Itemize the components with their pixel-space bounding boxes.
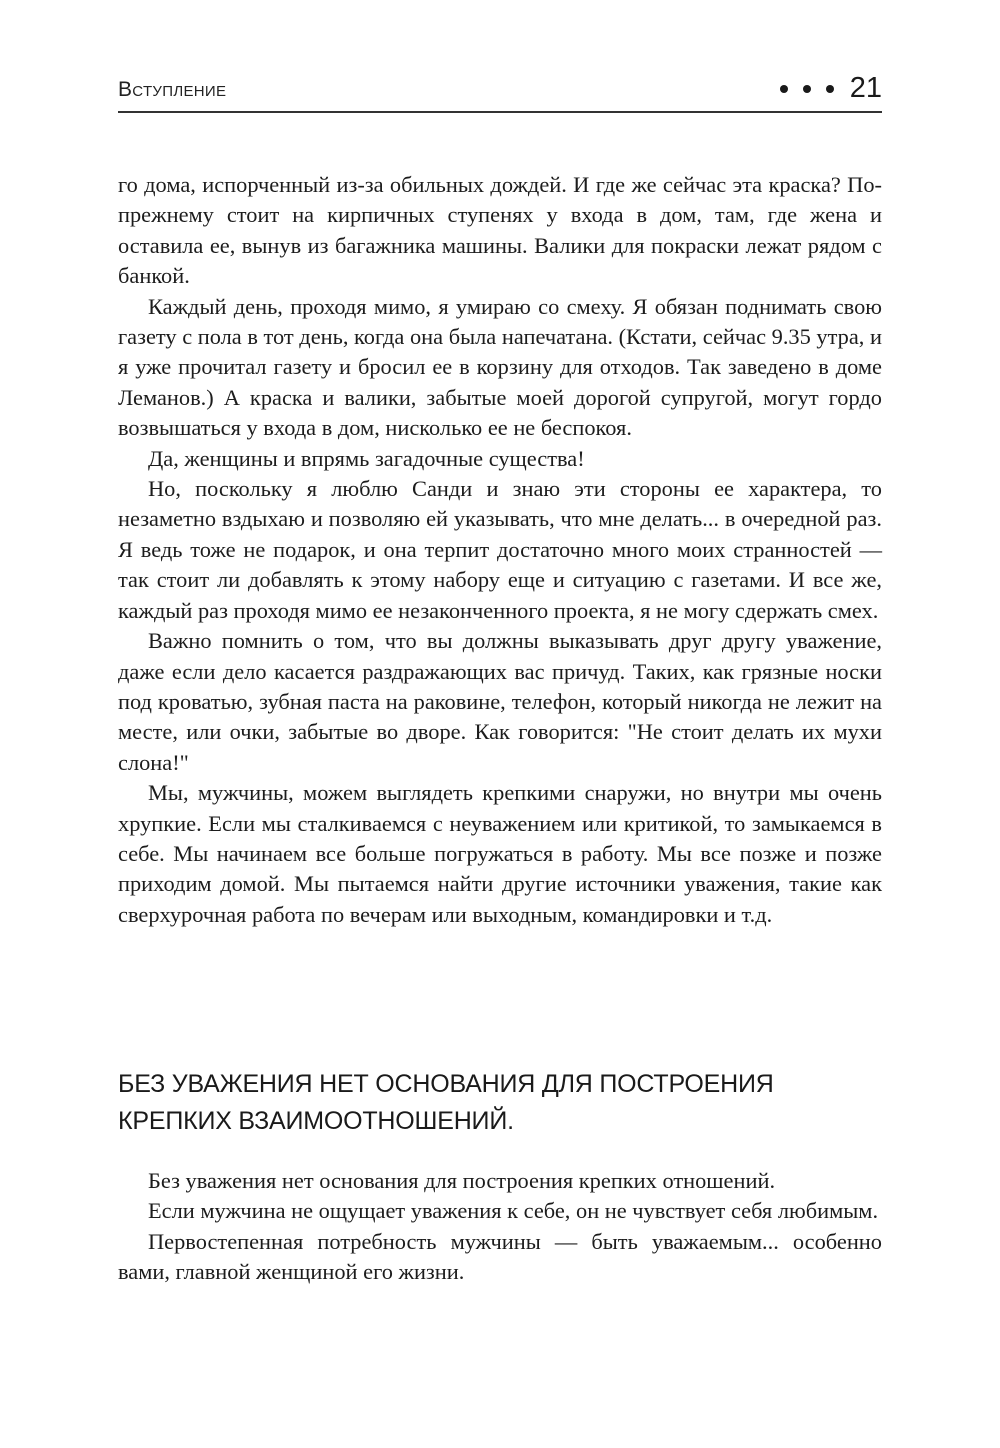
paragraph: Но, поскольку я люблю Санди и знаю эти стороны ее характера, то незаметно вздыхаю и позволяю ей указывать, что мне делать... в очередной раз. Я ведь тоже не подарок, и она терпит достаточно много моих странностей — так стоит ли добавлять к этому набору еще и ситуацию с газетами. И все же, каждый раз проходя мимо ее незаконченного проекта, я не могу сдержать смех. <box>118 476 882 623</box>
page-number: 21 <box>849 72 882 104</box>
paragraph: Без уважения нет основания для построения крепких отношений. <box>148 1168 776 1193</box>
paragraph: Важно помнить о том, что вы должны выказывать друг другу уважение, даже если дело касается раздражающих вас причуд. Таких, как грязные носки под кроватью, зубная паста на раковине, телефон, который никогда не лежит на месте, или очки, забытые во дворе. Как говорится: "Не стоит делать их мухи слона!" <box>118 628 882 775</box>
bullet-dot-icon <box>803 85 811 93</box>
paragraph: Мы, мужчины, можем выглядеть крепкими снаружи, но внутри мы очень хрупкие. Если мы сталкиваемся с неуважением или критикой, то замыкаемся в себе. Мы начинаем все больше погружаться в работу. Мы все позже и позже приходим домой. Мы пытаемся найти другие источники уважения, такие как сверхурочная работа по вечерам или выходным, командировки и т.д. <box>118 780 882 927</box>
header-rule <box>118 111 882 113</box>
paragraph: Если мужчина не ощущает уважения к себе, он не чувствует себя любимым. <box>148 1198 879 1224</box>
bullet-dot-icon <box>826 85 834 93</box>
running-head: Вступление <box>118 78 227 101</box>
paragraph: Каждый день, проходя мимо, я умираю со смеху. Я обязан поднимать свою газету с пола в тот день, когда она была напечатана. (Кстати, сейчас 9.35 утра, и я уже прочитал газету и бросил ее в корзину для отходов. Так заведено в доме Леманов.) А краска и валики, забытые моей дорогой супругой, могут гордо возвышаться у входа в дом, нисколько ее не беспокоя. <box>118 293 882 441</box>
section-heading: БЕЗ УВАЖЕНИЯ НЕТ ОСНОВАНИЯ ДЛЯ ПОСТРОЕНИЯ КРЕПКИХ ВЗАИМООТНОШЕНИЙ. <box>118 1070 774 1135</box>
paragraph: го дома, испорченный из-за обильных дождей. И где же сейчас эта краска? По-прежнему стоит на кирпичных ступенях у входа в дом, там, где жена и оставила ее, вынув из багажника машины. Валики для покраски лежат рядом с банкой. <box>118 172 882 289</box>
bullet-dot-icon <box>780 85 788 93</box>
main-text <box>118 170 882 930</box>
page-marker <box>780 72 882 105</box>
page-header <box>118 74 882 112</box>
paragraph: Да, женщины и впрямь загадочные существа! <box>148 445 585 471</box>
section-text <box>118 1166 882 1288</box>
paragraph: Первостепенная потребность мужчины — быть уважаемым... особенно вами, главной женщиной его жизни. <box>118 1228 882 1285</box>
